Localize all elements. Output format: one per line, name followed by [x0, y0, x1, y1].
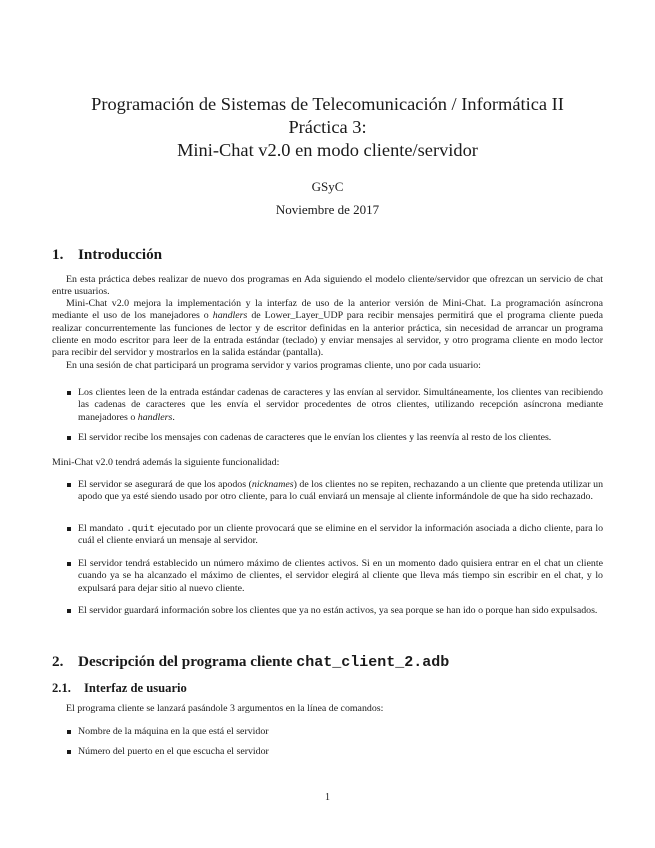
- section-title: Descripción del programa cliente: [78, 653, 293, 670]
- course-title: Programación de Sistemas de Telecomunicación / Informática II: [91, 94, 564, 114]
- section-number: 1.: [52, 246, 64, 263]
- section-heading-descripcion: [52, 652, 449, 672]
- document-subtitle: Mini-Chat v2.0 en modo cliente/servidor: [177, 140, 478, 160]
- intro-paragraph-3: En una sesión de chat participará un programa servidor y varios programas cliente, uno por cada usuario:: [66, 360, 481, 371]
- author: GSyC: [311, 179, 344, 194]
- list-item: El servidor guardará información sobre los clientes que ya no están activos, ya sea porque se han ido o porque han sido expulsados.: [52, 605, 603, 617]
- section-number: 2.: [52, 653, 64, 670]
- intro-paragraph-2: Mini-Chat v2.0 mejora la implementación y la interfaz de uso de la anterior versión de Mini-Chat. La programación asíncrona mediante el uso de los manejadores o handlers de Lower_Layer_UDP para recibir mensajes permitirá que el programa cliente pueda realizar concurrentemente las funciones de lector y de escritor definidas en la anterior práctica, sin necesidad de arrancar un programa cliente en modo escritor para leer de la entrada estándar (teclado) y enviar mensajes al servidor, y otro programa cliente en modo lector para recibir del servidor y mostrarlos en la salida estándar (pantalla).: [52, 298, 603, 359]
- list-item: Nombre de la máquina en la que está el servidor: [52, 726, 603, 738]
- list-item: El servidor tendrá establecido un número máximo de clientes activos. Si en un momento dado quisiera entrar en el chat un cliente cuando ya se ha alcanzado el máximo de clientes, el servidor elegirá al cliente que lleva más tiempo sin escribir en el chat, y lo expulsará para dejar sitio al nuevo cliente.: [52, 558, 603, 595]
- arguments-list-2: [52, 746, 603, 758]
- page-number: 1: [325, 792, 330, 803]
- functionality-list: [52, 479, 603, 504]
- section-heading-introduccion: [52, 245, 162, 264]
- subsection-number: 2.1.: [52, 681, 71, 695]
- list-item: Número del puerto en el que escucha el servidor: [52, 746, 603, 758]
- list-item: El mandato .quit ejecutado por un cliente provocará que se elimine en el servidor la información asociada a dicho cliente, para lo cuál el cliente enviará un mensaje al servidor.: [52, 523, 603, 548]
- section-title: Introducción: [78, 246, 163, 263]
- participants-list: [52, 387, 603, 424]
- functionality-list-3: [52, 558, 603, 595]
- functionality-intro: Mini-Chat v2.0 tendrá además la siguiente funcionalidad:: [52, 457, 280, 468]
- functionality-list-4: [52, 605, 603, 617]
- intro-paragraph-1: En esta práctica debes realizar de nuevo dos programas en Ada siguiendo el modelo cliente/servidor que ofrezcan un servicio de chat entre usuarios.: [52, 274, 603, 298]
- functionality-list-2: [52, 523, 603, 548]
- list-item: El servidor se asegurará de que los apodos (nicknames) de los clientes no se repiten, rechazando a un cliente que pretenda utilizar un apodo que ya esté siendo usado por otro cliente, para lo cuál enviará un mensaje al cliente informándole de que ha sido rechazado.: [52, 479, 603, 504]
- participants-list-cont: [52, 432, 603, 444]
- arguments-list: [52, 726, 603, 738]
- date: Noviembre de 2017: [275, 202, 380, 217]
- quit-command: .quit: [126, 523, 155, 534]
- client-filename: chat_client_2.adb: [296, 654, 450, 671]
- list-item: El servidor recibe los mensajes con cadenas de caracteres que le envían los clientes y las reenvía al resto de los clientes.: [52, 432, 603, 444]
- interface-paragraph: El programa cliente se lanzará pasándole 3 argumentos en la línea de comandos:: [66, 703, 384, 714]
- subsection-title: Interfaz de usuario: [84, 681, 187, 695]
- subsection-heading-interfaz: [52, 680, 187, 696]
- practice-title: Práctica 3:: [288, 117, 367, 137]
- list-item: Los clientes leen de la entrada estándar cadenas de caracteres y las envían al servidor. Simultáneamente, los clientes van recibiendo las cadenas de caracteres que les envía el servidor procedentes de otros clientes, utilizando recepción asíncrona mediante manejadores o handlers.: [52, 387, 603, 424]
